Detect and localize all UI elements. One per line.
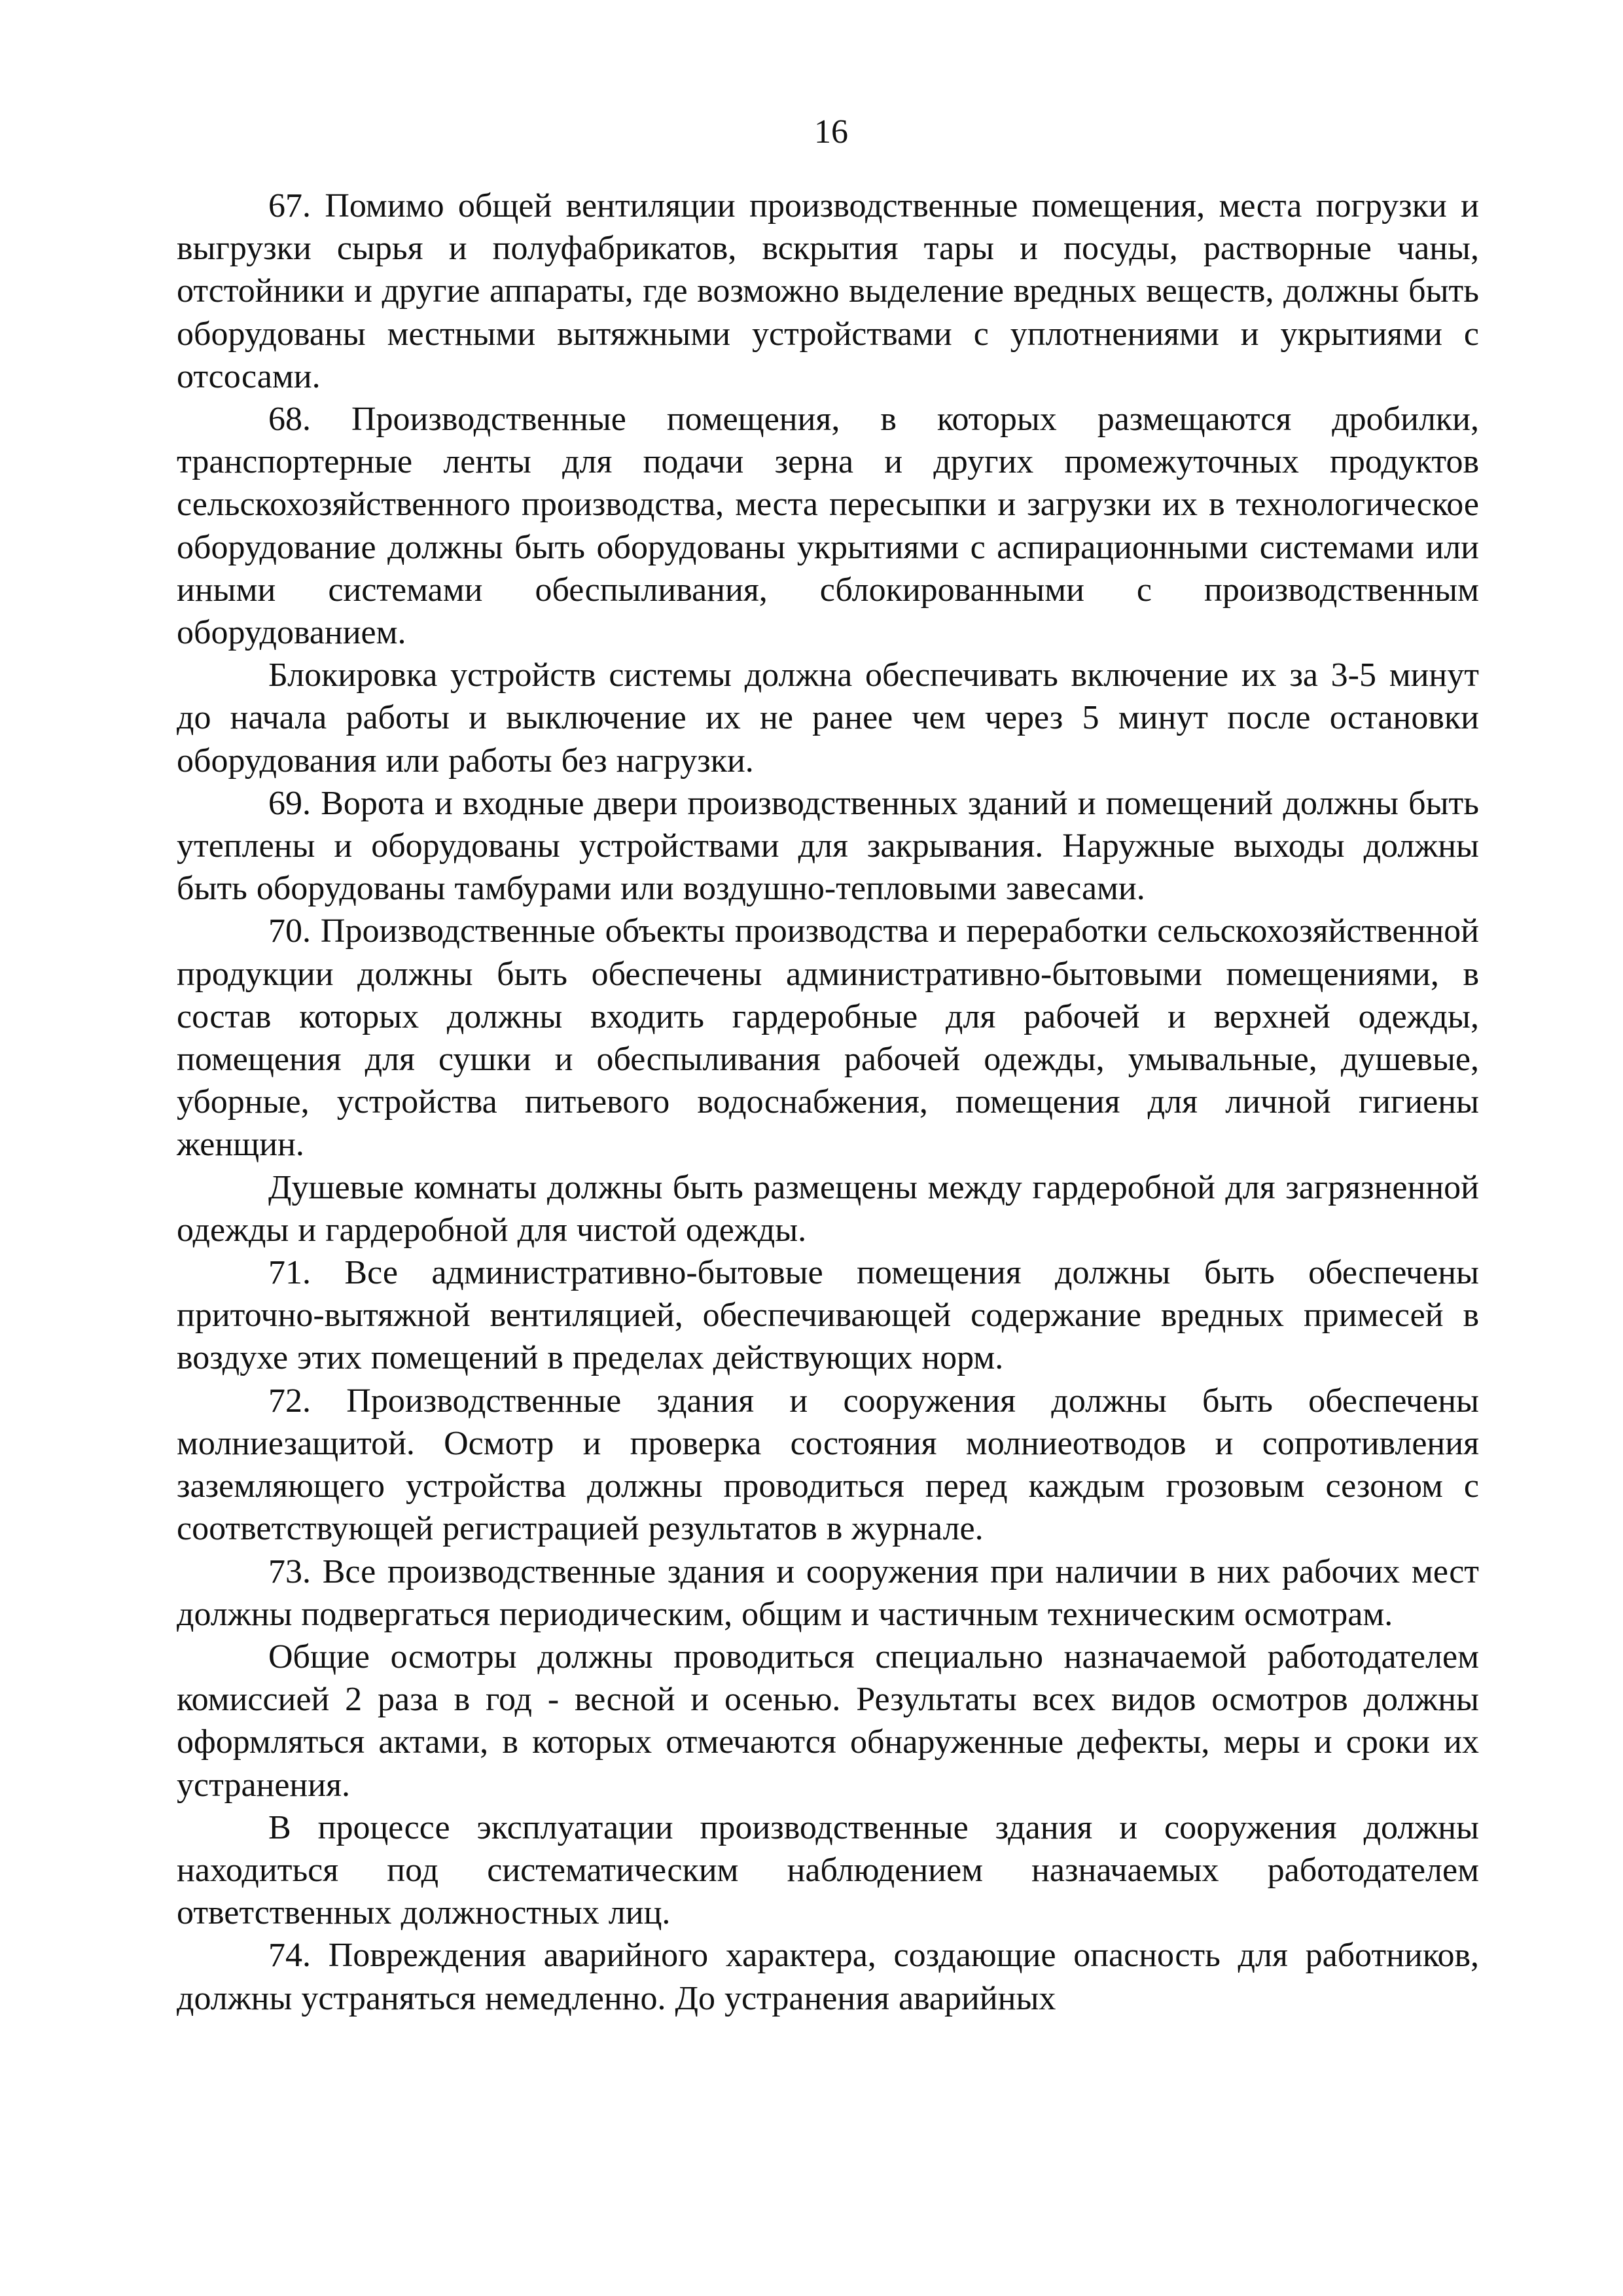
paragraph-67: 67. Помимо общей вентиляции производственные помещения, места погрузки и выгрузки сырья и полуфабрикатов, вскрытия тары и посуды, растворные чаны, отстойники и другие аппараты, где возможно выделение вредных веществ, должны быть оборудованы местными вытяжными устройствами с уплотнениями и укрытиями с отсосами. (177, 187, 1479, 395)
paragraph-69: 69. Ворота и входные двери производственных зданий и помещений должны быть утеплены и оборудованы устройствами для закрывания. Наружные выходы должны быть оборудованы тамбурами или воздушно-тепловыми завесами. (177, 784, 1479, 908)
paragraph-70-showers: Душевые комнаты должны быть размещены между гардеробной для загрязненной одежды и гардеробной для чистой одежды. (177, 1168, 1479, 1249)
paragraph-73: 73. Все производственные здания и сооружения при наличии в них рабочих мест должны подвергаться периодическим, общим и частичным техническим осмотрам. (177, 1552, 1479, 1633)
paragraph-74: 74. Повреждения аварийного характера, создающие опасность для работников, должны устраняться немедленно. До устранения аварийных (177, 1937, 1479, 2017)
paragraph-68: 68. Производственные помещения, в которых размещаются дробилки, транспортерные ленты для подачи зерна и других промежуточных продуктов сельскохозяйственного производства, места пересыпки и загрузки их в технологическое оборудование должны быть оборудованы укрытиями с аспирационными системами или иными системами обеспыливания, сблокированными с производственным оборудованием. (177, 401, 1479, 652)
paragraph-72: 72. Производственные здания и сооружения должны быть обеспечены молниезащитой. Осмотр и проверка состояния молниеотводов и сопротивления заземляющего устройства должны проводиться перед каждым грозовым сезоном с соответствующей регистрацией результатов в журнале. (177, 1382, 1479, 1548)
paragraph-73-general-inspections: Общие осмотры должны проводиться специально назначаемой работодателем комиссией 2 раза в год - весной и осенью. Результаты всех видов осмотров должны оформляться актами, в которых отмечаются обнаруженные дефекты, меры и сроки их устранения. (177, 1638, 1479, 1804)
paragraph-73-supervision: В процессе эксплуатации производственные здания и сооружения должны находиться под систематическим наблюдением назначаемых работодателем ответственных должностных лиц. (177, 1808, 1479, 1932)
paragraph-71: 71. Все административно-бытовые помещения должны быть обеспечены приточно-вытяжной вентиляцией, обеспечивающей содержание вредных примесей в воздухе этих помещений в пределах действующих норм. (177, 1254, 1479, 1377)
document-body (177, 185, 1479, 2020)
paragraph-70: 70. Производственные объекты производства и переработки сельскохозяйственной продукции должны быть обеспечены административно-бытовыми помещениями, в состав которых должны входить гардеробные для рабочей и верхней одежды, помещения для сушки и обеспыливания рабочей одежды, умывальные, душевые, уборные, устройства питьевого водоснабжения, помещения для личной гигиены женщин. (177, 912, 1479, 1164)
paragraph-68-blocking: Блокировка устройств системы должна обеспечивать включение их за 3-5 минут до начала работы и выключение их не ранее чем через 5 минут после остановки оборудования или работы без нагрузки. (177, 656, 1479, 780)
page-number: 16 (814, 113, 848, 151)
